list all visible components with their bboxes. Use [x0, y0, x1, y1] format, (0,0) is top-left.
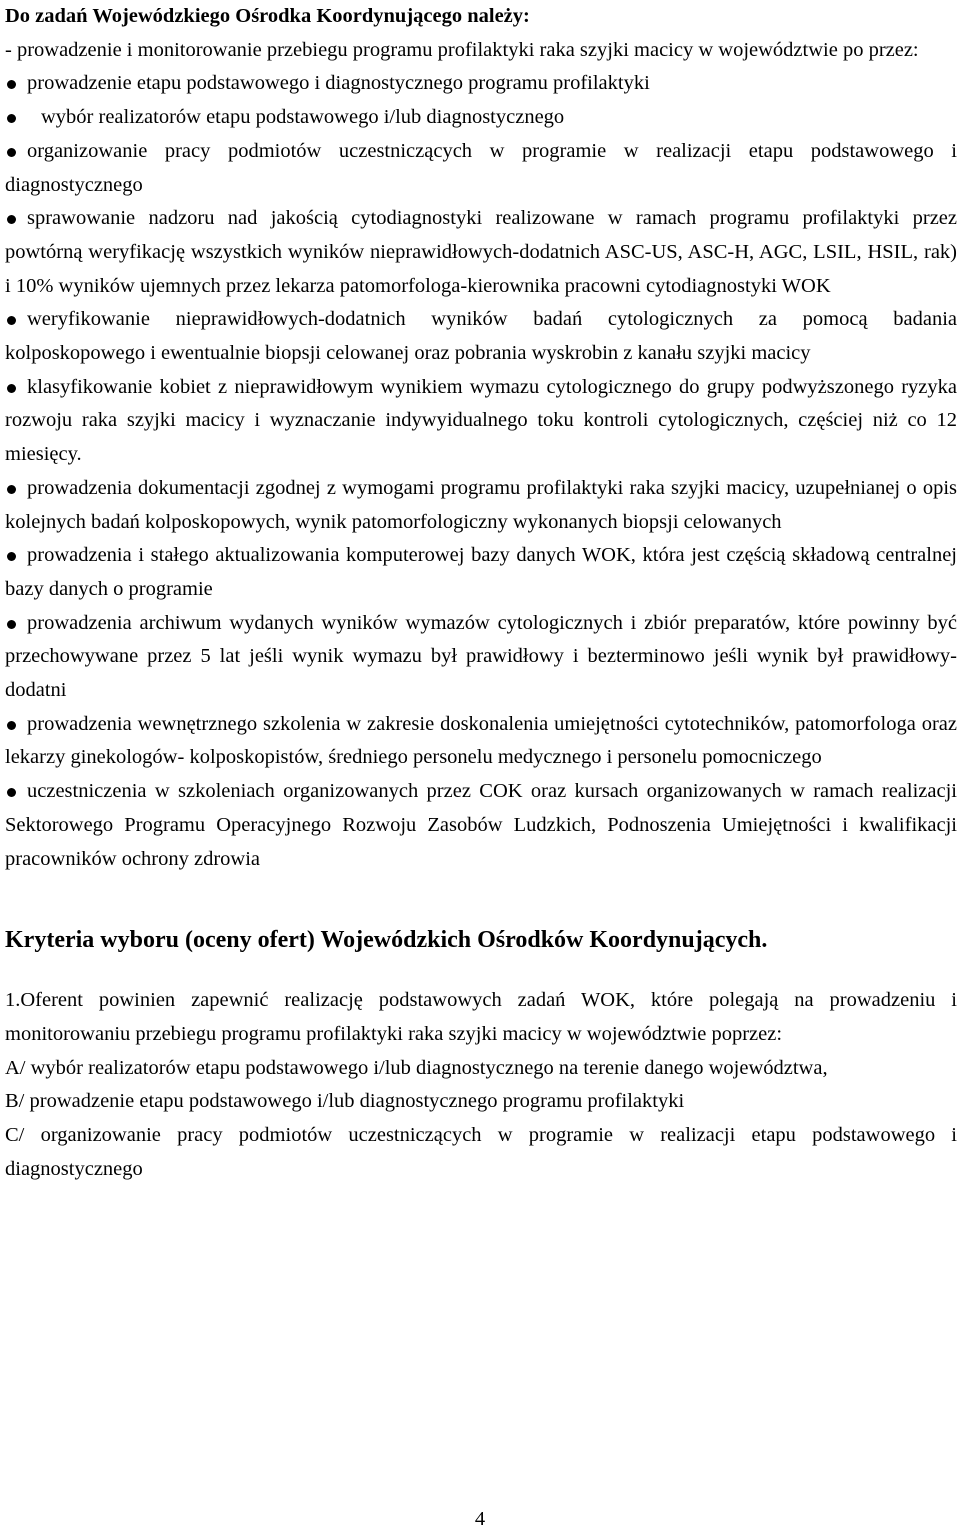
criteria-item-b: B/ prowadzenie etapu podstawowego i/lub diagnostycznego programu profilaktyki	[5, 1090, 685, 1113]
list-item: uczestniczenia w szkoleniach organizowanych przez COK oraz kursach organizowanych w ramach realizacji Sektorowego Programu Operacyjnego Rozwoju Zasobów Ludzkich, Podnoszenia Umiejętności i kwalifikacji pracowników ochrony zdrowia	[5, 780, 957, 870]
list-item: prowadzenia i stałego aktualizowania komputerowej bazy danych WOK, która jest częścią składową centralnej bazy danych o programie	[5, 544, 957, 600]
criteria-heading: Kryteria wyboru (oceny ofert) Wojewódzkich Ośrodków Koordynujących.	[5, 927, 768, 954]
bullet-icon	[7, 788, 16, 797]
list-item: organizowanie pracy podmiotów uczestniczących w programie w realizacji etapu podstawowego i diagnostycznego	[5, 139, 957, 196]
list-item: prowadzenia dokumentacji zgodnej z wymogami programu profilaktyki raka szyjki macicy, uzupełnianej o opis kolejnych badań kolposkopowych, wynik patomorfologiczny wykonanych biopsji celowanych	[5, 476, 957, 533]
bullet-icon	[7, 114, 16, 123]
criteria-item-c: C/ organizowanie pracy podmiotów uczestniczących w programie w realizacji etapu podstawowego i diagnostycznego	[5, 1124, 957, 1180]
bullet-icon	[7, 80, 16, 89]
bullet-icon	[7, 552, 16, 561]
list-item: prowadzenia wewnętrznego szkolenia w zakresie doskonalenia umiejętności cytotechników, patomorfologa oraz lekarzy ginekologów- kolposkopistów, średniego personelu medycznego i personelu pomocniczego	[5, 712, 957, 769]
bullet-icon	[7, 721, 16, 730]
bullet-icon	[7, 620, 16, 629]
bullet-icon	[7, 148, 16, 157]
tasks-list	[5, 67, 957, 876]
bullet-icon	[7, 215, 16, 224]
bullet-icon	[7, 485, 16, 494]
list-item: sprawowanie nadzoru nad jakością cytodiagnostyki realizowane w ramach programu profilaktyki przez powtórną weryfikację wszystkich wyników nieprawidłowych-dodatnich ASC-US, ASC-H, AGC, LSIL, HSIL, rak) i 10% wyników ujemnych przez lekarza patomorfologa-kierownika pracowni cytodiagnostyki WOK	[5, 207, 957, 297]
tasks-heading: Do zadań Wojewódzkiego Ośrodka Koordynującego należy:	[5, 5, 530, 27]
bullet-icon	[7, 384, 16, 393]
criteria-item-a: A/ wybór realizatorów etapu podstawowego i/lub diagnostycznego na terenie danego województwa,	[5, 1056, 828, 1079]
page-number: 4	[474, 1508, 486, 1530]
list-item: prowadzenia archiwum wydanych wyników wymazów cytologicznych i zbiór preparatów, które powinny być przechowywane przez 5 lat jeśli wynik wymazu był prawidłowy i bezterminowo jeśli wynik był prawidłowy-dodatni	[5, 611, 957, 702]
document-page	[5, 0, 957, 1187]
criteria-point-1: 1.Oferent powinien zapewnić realizację podstawowych zadań WOK, które polegają na prowadzeniu i monitorowaniu przebiegu programu profilaktyki raka szyjki macicy w województwie poprzez:	[5, 989, 957, 1045]
tasks-lead: - prowadzenie i monitorowanie przebiegu programu profilaktyki raka szyjki macicy w województwie po przez:	[5, 38, 919, 61]
list-item: weryfikowanie nieprawidłowych-dodatnich wyników badań cytologicznych za pomocą badania kolposkopowego i ewentualnie biopsji celowanej oraz pobrania wyskrobin z kanału szyjki macicy	[5, 308, 957, 365]
list-item: klasyfikowanie kobiet z nieprawidłowym wynikiem wymazu cytologicznego do grupy podwyższonego ryzyka rozwoju raka szyjki macicy i wyznaczanie indywyidualnego toku kontroli cytologicznych, częściej niż co 12 miesięcy.	[5, 375, 957, 466]
bullet-icon	[7, 316, 16, 325]
criteria-section	[5, 984, 957, 1186]
list-item: prowadzenie etapu podstawowego i diagnostycznego programu profilaktyki	[5, 67, 957, 101]
list-item: wybór realizatorów etapu podstawowego i/lub diagnostycznego	[5, 101, 957, 135]
